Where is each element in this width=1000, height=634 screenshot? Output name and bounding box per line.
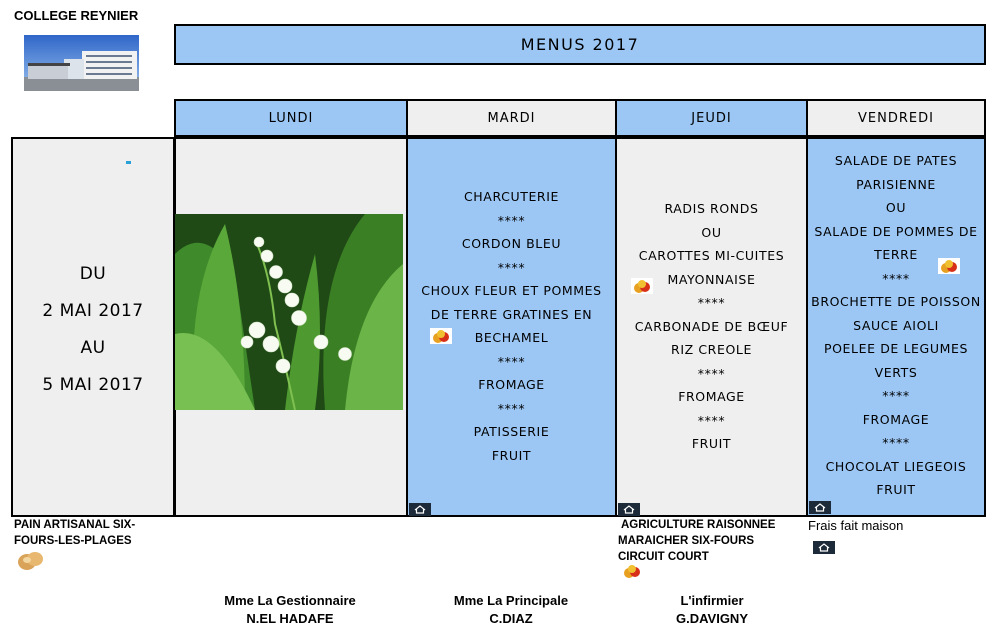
menu-item: POELEE DE LEGUMES <box>823 341 969 356</box>
home-icon <box>409 503 431 516</box>
homemade-legend: Frais fait maison <box>808 518 904 533</box>
menu-item: BROCHETTE DE POISSON <box>811 294 981 309</box>
menu-item: FROMAGE <box>862 411 930 427</box>
signature-role: Mme La Principale <box>453 593 569 608</box>
agriculture-legend <box>618 517 775 565</box>
fruit-icon <box>938 258 960 278</box>
menu-item: **** <box>697 365 726 381</box>
signature-infirmier <box>622 592 802 628</box>
menu-item: SALADE DE PATES <box>834 153 958 168</box>
day-header-vendredi: VENDREDI <box>806 99 986 137</box>
bread-legend <box>14 517 135 549</box>
menu-item: **** <box>497 259 526 275</box>
menu-item: **** <box>882 388 910 403</box>
jeudi-column <box>615 137 808 517</box>
menu-item: TERRE <box>874 247 918 262</box>
dot-mark <box>126 161 131 164</box>
fruit-icon <box>621 563 643 583</box>
agri-legend-line: MARAICHER SIX-FOURS <box>618 535 755 547</box>
menu-item: **** <box>497 400 526 416</box>
menu-item: CORDON BLEU <box>461 236 562 251</box>
day-header-jeudi: JEUDI <box>615 99 808 137</box>
menu-item: RIZ CREOLE <box>671 342 752 357</box>
menu-item: **** <box>697 295 726 310</box>
menu-item: **** <box>697 412 726 428</box>
menu-item: SAUCE AIOLI <box>853 317 939 333</box>
date-range-column <box>11 137 175 517</box>
menu-item: VERTS <box>874 364 918 380</box>
menu-item: CAROTTES MI-CUITES <box>638 248 785 263</box>
signature-principale <box>421 592 601 628</box>
agri-legend-line: AGRICULTURE RAISONNEE <box>621 519 776 531</box>
menu-item: CHOCOLAT LIEGEOIS <box>825 458 967 474</box>
menu-item: PATISSERIE <box>473 424 550 439</box>
school-photo <box>24 35 139 91</box>
menu-item: **** <box>882 435 910 450</box>
date-start: 2 MAI 2017 <box>42 301 144 321</box>
signature-gestionnaire <box>200 592 380 628</box>
menu-item: BECHAMEL <box>474 330 549 345</box>
lily-of-the-valley-image <box>175 214 403 410</box>
fruit-icon <box>631 278 653 298</box>
day-header-mardi: MARDI <box>406 99 617 137</box>
menu-title: MENUS 2017 <box>174 24 986 65</box>
menu-item: **** <box>497 353 526 369</box>
signature-name: G.DAVIGNY <box>676 611 748 626</box>
menu-item: DE TERRE GRATINES EN <box>430 306 593 322</box>
signature-name: C.DIAZ <box>489 611 533 626</box>
bread-legend-line: PAIN ARTISANAL SIX- <box>14 519 136 531</box>
menu-item: SALADE DE POMMES DE <box>814 223 978 239</box>
bread-legend-line: FOURS-LES-PLAGES <box>14 535 132 547</box>
home-icon <box>813 541 835 554</box>
menu-item: MAYONNAISE <box>667 271 756 287</box>
school-name: COLLEGE REYNIER <box>14 8 139 23</box>
menu-item: RADIS RONDS <box>664 201 759 216</box>
mardi-column <box>406 137 617 517</box>
fruit-icon <box>430 328 452 348</box>
menu-item: CHOUX FLEUR ET POMMES <box>421 283 602 298</box>
home-icon <box>618 503 640 516</box>
signature-role: Mme La Gestionnaire <box>224 593 356 608</box>
menu-item: OU <box>701 224 722 240</box>
vendredi-column <box>806 137 986 517</box>
agri-legend-line: CIRCUIT COURT <box>618 551 709 563</box>
menu-item: CHARCUTERIE <box>463 189 560 204</box>
signature-name: N.EL HADAFE <box>246 611 334 626</box>
menu-item: OU <box>885 200 907 215</box>
bread-icon <box>16 548 44 576</box>
date-end: 5 MAI 2017 <box>42 375 144 395</box>
menu-item: CARBONADE DE BŒUF <box>634 318 789 334</box>
date-to-label: AU <box>80 338 106 358</box>
menu-item: **** <box>497 212 526 228</box>
menu-item: FRUIT <box>491 447 532 463</box>
menu-item: FROMAGE <box>678 389 745 404</box>
menu-item: FROMAGE <box>478 377 545 392</box>
menu-item: PARISIENNE <box>856 176 936 192</box>
signature-role: L'infirmier <box>680 593 744 608</box>
menu-item: FRUIT <box>691 436 732 451</box>
menu-item: **** <box>882 270 910 286</box>
home-icon <box>809 501 831 514</box>
date-from-label: DU <box>79 264 107 284</box>
menu-item: FRUIT <box>876 482 916 497</box>
day-header-lundi: LUNDI <box>174 99 408 137</box>
